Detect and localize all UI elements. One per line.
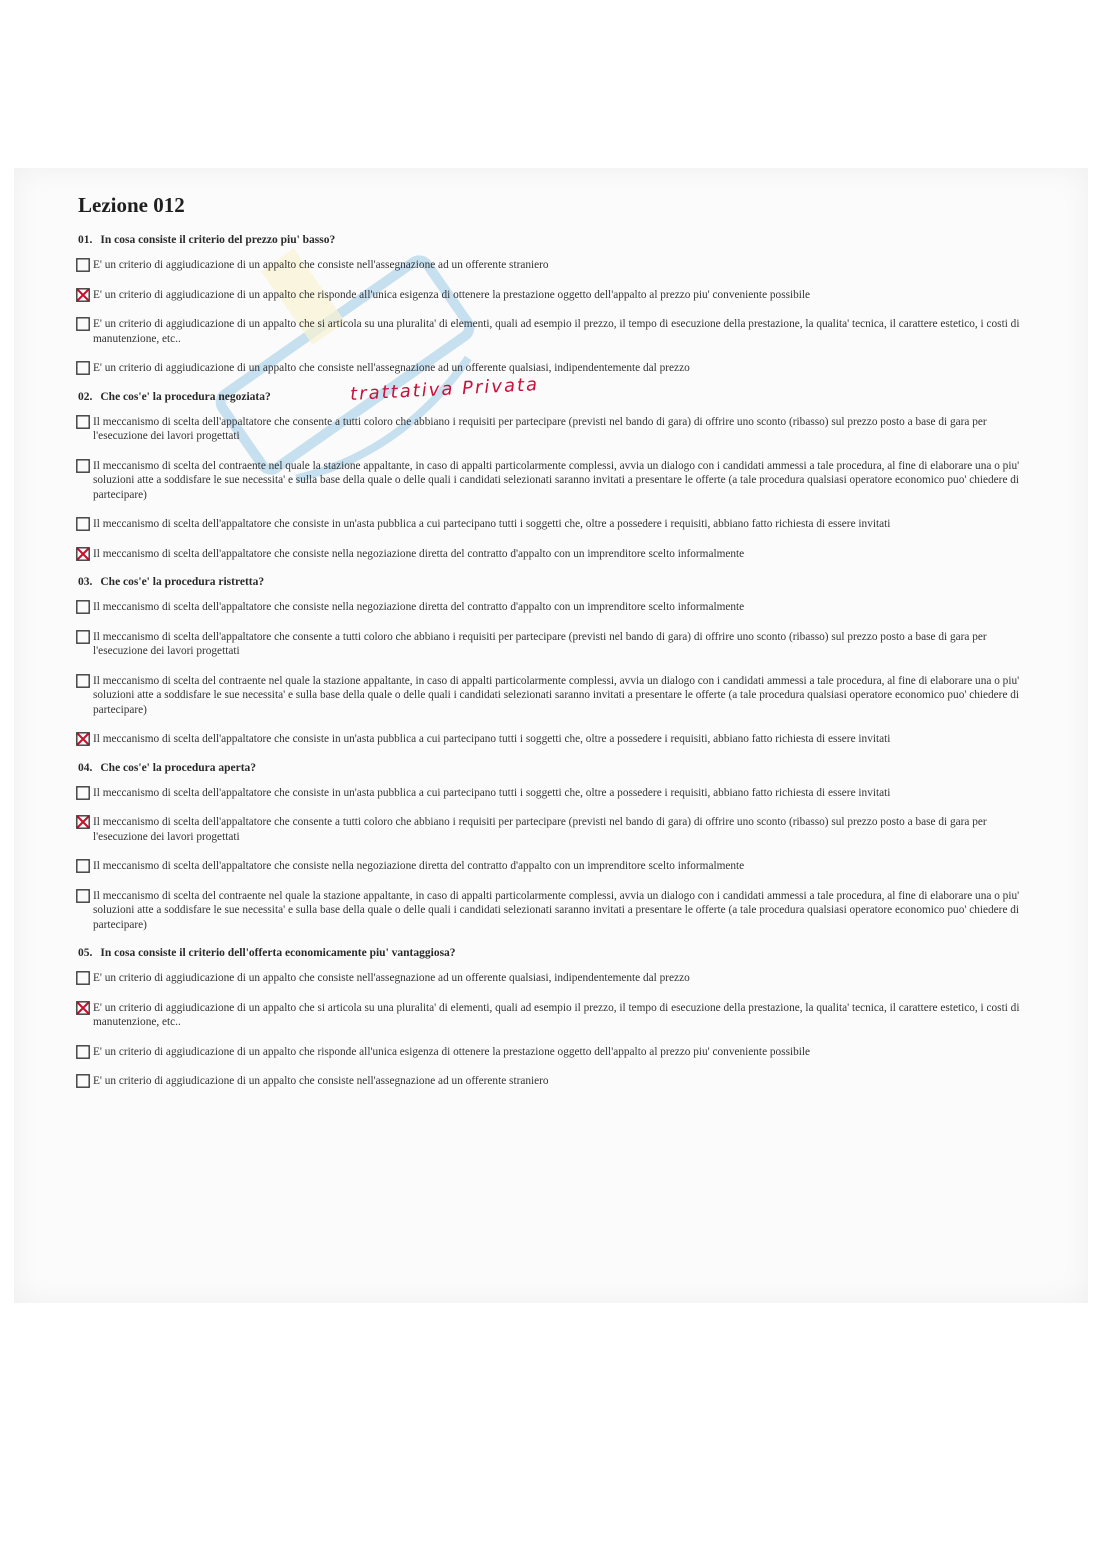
question-block [76,373,1036,562]
answer-option[interactable] [76,459,1036,503]
document-body [76,193,1036,1104]
answer-option-text: E' un criterio di aggiudicazione di un appalto che consiste nell'assegnazione ad un offerente straniero [93,259,549,271]
checked-checkbox[interactable] [76,547,90,561]
checkbox[interactable] [76,1045,90,1059]
answer-option[interactable] [76,415,1036,444]
question-text: Che cos'e' la procedura negoziata? [100,390,271,403]
question-number: 04. [78,761,93,774]
answer-option-text: Il meccanismo di scelta dell'appaltatore che consente a tutti coloro che abbiano i requisiti per partecipare (previsti nel bando di gara) di offrire uno sconto (ribasso) sul prezzo posto a base di gara per l'esecuzione dei lavori progettati [93,630,987,657]
checkbox[interactable] [76,258,90,272]
page-title: Lezione 012 [78,193,185,217]
checkbox[interactable] [76,786,90,800]
answer-option-text: Il meccanismo di scelta dell'appaltatore che consiste in un'asta pubblica a cui partecipano tutti i soggetti che, oltre a possedere i requisiti, abbiano fatto richiesta di essere invitati [93,733,891,745]
answer-option[interactable] [76,361,1036,376]
answer-option[interactable] [76,1001,1036,1030]
answer-option-text: E' un criterio di aggiudicazione di un appalto che si articola su una pluralita' di elementi, quali ad esempio il prezzo, il tempo di esecuzione della prestazione, la qualita' tecnica, il carattere estetico, i costi di manutenzione, etc.. [93,1001,1020,1028]
question-text: In cosa consiste il criterio dell'offerta economicamente piu' vantaggiosa? [100,947,456,959]
question-heading [78,762,1036,774]
question-heading [78,234,1036,246]
answer-option-text: Il meccanismo di scelta dell'appaltatore che consiste nella negoziazione diretta del contratto d'appalto con un imprenditore scelto informalmente [93,601,745,613]
checkbox[interactable] [76,317,90,331]
question-heading [78,576,1036,588]
answer-option[interactable] [76,859,1036,874]
checkbox[interactable] [76,1074,90,1088]
question-block [76,234,1036,376]
answer-option-text: Il meccanismo di scelta del contraente nel quale la stazione appaltante, in caso di appalti particolarmente complessi, avvia un dialogo con i candidati ammessi a tale procedura, al fine di elaborare una o piu' soluzioni atte a soddisfare le sue necessita' e sulla base della quale o delle quali i candidati selezionati saranno invitati a presentare le offerte (a tale procedura qualsiasi operatore economico puo' chiedere di partecipare) [93,889,1020,931]
checkbox[interactable] [76,889,90,903]
answer-option-text: Il meccanismo di scelta dell'appaltatore che consente a tutti coloro che abbiano i requisiti per partecipare (previsti nel bando di gara) di offrire uno sconto (ribasso) sul prezzo posto a base di gara per l'esecuzione dei lavori progettati [93,415,987,442]
answer-option[interactable] [76,288,1036,303]
answer-option[interactable] [76,674,1036,718]
question-heading [78,947,1036,959]
answer-option-text: E' un criterio di aggiudicazione di un appalto che consiste nell'assegnazione ad un offerente qualsiasi, indipendentemente dal prezzo [93,972,690,984]
checkbox[interactable] [76,361,90,375]
question-number: 03. [78,576,93,588]
checked-checkbox[interactable] [76,288,90,302]
answer-option[interactable] [76,517,1036,532]
checkbox[interactable] [76,415,90,429]
answer-option[interactable] [76,815,1036,844]
answer-option-text: E' un criterio di aggiudicazione di un appalto che risponde all'unica esigenza di ottenere la prestazione oggetto dell'appalto al prezzo piu' conveniente possibile [93,1045,811,1058]
question-text: In cosa consiste il criterio del prezzo piu' basso? [100,234,336,246]
checked-checkbox[interactable] [76,732,90,746]
answer-option-text: Il meccanismo di scelta del contraente nel quale la stazione appaltante, in caso di appalti particolarmente complessi, avvia un dialogo con i candidati ammessi a tale procedura, al fine di elaborare una o piu' soluzioni atte a soddisfare le sue necessita' e sulla base della quale o delle quali i candidati selezionati saranno invitati a presentare le offerte (a tale procedura qualsiasi operatore economico puo' chiedere di partecipare) [93,459,1020,501]
answer-option[interactable] [76,1074,1036,1089]
answer-option[interactable] [76,971,1036,986]
answer-option-text: E' un criterio di aggiudicazione di un appalto che si articola su una pluralita' di elementi, quali ad esempio il prezzo, il tempo di esecuzione della prestazione, la qualita' tecnica, il carattere estetico, i costi di manutenzione, etc.. [93,318,1020,345]
answer-option[interactable] [76,786,1036,801]
checked-checkbox[interactable] [76,815,90,829]
question-block [76,576,1036,747]
checkbox[interactable] [76,459,90,473]
answer-option-text: Il meccanismo di scelta dell'appaltatore che consiste in un'asta pubblica a cui partecipano tutti i soggetti che, oltre a possedere i requisiti, abbiano fatto richiesta di essere invitati [93,518,891,530]
answer-option[interactable] [76,547,1036,562]
checkbox[interactable] [76,630,90,644]
handwritten-note: trattativa Privata [349,373,540,405]
answer-option-text: Il meccanismo di scelta dell'appaltatore che consiste nella negoziazione diretta del contratto d'appalto con un imprenditore scelto informalmente [93,547,745,560]
answer-option-text: E' un criterio di aggiudicazione di un appalto che risponde all'unica esigenza di ottenere la prestazione oggetto dell'appalto al prezzo piu' conveniente possibile [93,288,811,301]
question-text: Che cos'e' la procedura aperta? [100,761,257,774]
question-number: 02. [78,390,93,403]
answer-option-text: E' un criterio di aggiudicazione di un appalto che consiste nell'assegnazione ad un offerente straniero [93,1075,549,1087]
answer-option-text: Il meccanismo di scelta del contraente nel quale la stazione appaltante, in caso di appalti particolarmente complessi, avvia un dialogo con i candidati ammessi a tale procedura, al fine di elaborare una o piu' soluzioni atte a soddisfare le sue necessita' e sulla base della quale o delle quali i candidati selezionati saranno invitati a presentare le offerte (a tale procedura qualsiasi operatore economico puo' chiedere di partecipare) [93,674,1020,716]
answer-option[interactable] [76,889,1036,933]
question-text: Che cos'e' la procedura ristretta? [100,576,265,588]
question-list [76,234,1036,1089]
checkbox[interactable] [76,971,90,985]
answer-option-text: Il meccanismo di scelta dell'appaltatore che consente a tutti coloro che abbiano i requisiti per partecipare (previsti nel bando di gara) di offrire uno sconto (ribasso) sul prezzo posto a base di gara per l'esecuzione dei lavori progettati [93,816,987,843]
checkbox[interactable] [76,600,90,614]
checkbox[interactable] [76,517,90,531]
question-block [76,762,1036,933]
question-number: 05. [78,947,93,959]
answer-option[interactable] [76,1045,1036,1060]
question-block [76,947,1036,1089]
checked-checkbox[interactable] [76,1001,90,1015]
answer-option-text: Il meccanismo di scelta dell'appaltatore che consiste in un'asta pubblica a cui partecipano tutti i soggetti che, oltre a possedere i requisiti, abbiano fatto richiesta di essere invitati [93,786,891,799]
answer-option-text: Il meccanismo di scelta dell'appaltatore che consiste nella negoziazione diretta del contratto d'appalto con un imprenditore scelto informalmente [93,860,745,872]
question-heading [78,373,1036,405]
checkbox[interactable] [76,859,90,873]
answer-option[interactable] [76,630,1036,659]
answer-option-text: E' un criterio di aggiudicazione di un appalto che consiste nell'assegnazione ad un offerente qualsiasi, indipendentemente dal prezzo [93,362,690,374]
answer-option[interactable] [76,258,1036,273]
answer-option[interactable] [76,317,1036,346]
answer-option[interactable] [76,732,1036,747]
answer-option[interactable] [76,600,1036,615]
question-number: 01. [78,234,93,246]
checkbox[interactable] [76,674,90,688]
